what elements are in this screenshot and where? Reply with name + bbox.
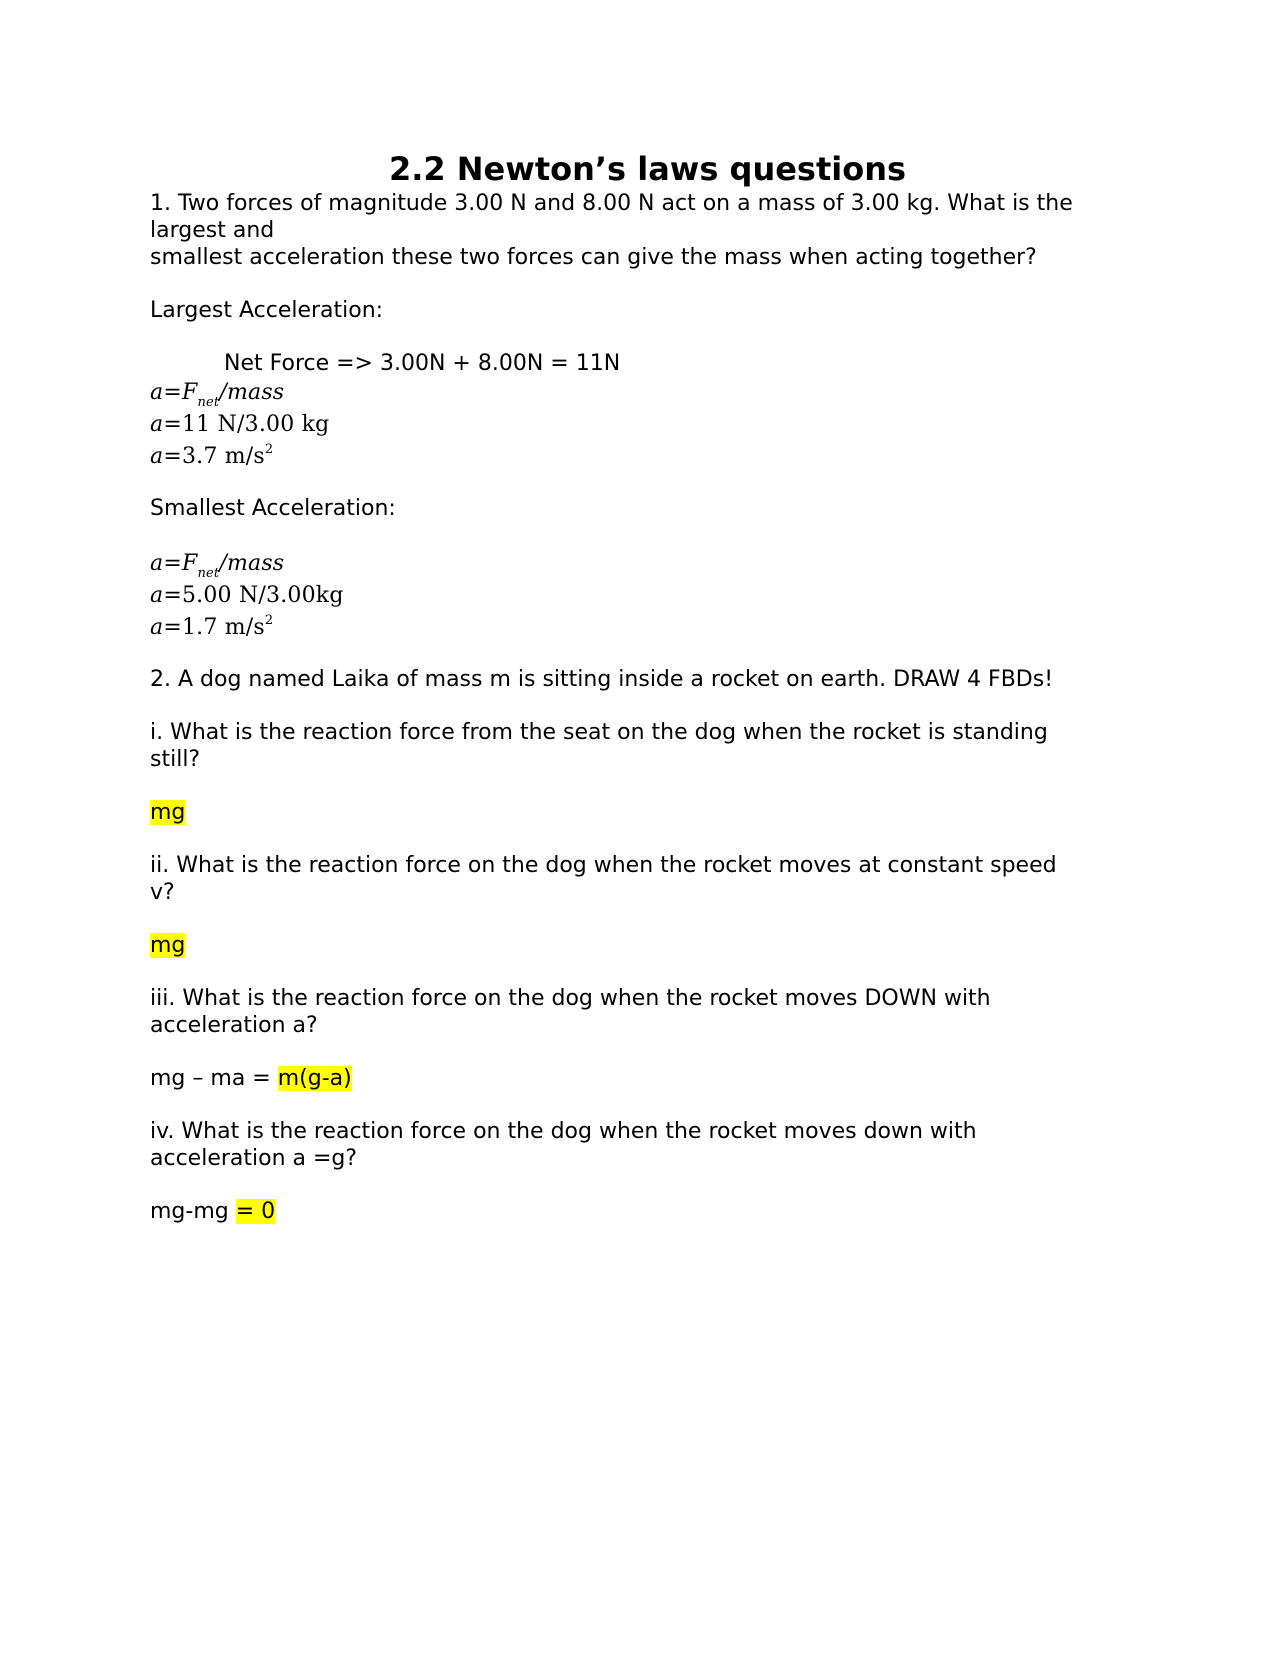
q1-text-line3: smallest acceleration these two forces can give the mass when acting together? bbox=[150, 245, 1037, 270]
highlighted-answer: = 0 bbox=[235, 1199, 276, 1224]
q2-ii-question-line1: ii. What is the reaction force on the dog when the rocket moves at constant speed bbox=[150, 853, 1057, 878]
q2-i-answer bbox=[150, 799, 1130, 826]
q1-text-line2: largest and bbox=[150, 218, 275, 243]
smallest-heading: Smallest Acceleration: bbox=[150, 496, 396, 521]
answer-plain: mg – ma = bbox=[150, 1066, 278, 1091]
q2-iv-answer bbox=[150, 1198, 1130, 1225]
net-force-line: Net Force => 3.00N + 8.00N = 11N bbox=[224, 351, 621, 376]
answer-plain: mg-mg bbox=[150, 1199, 236, 1224]
largest-equation-3: a=3.7 $m/s^2$ bbox=[150, 442, 274, 469]
largest-equation-2: a=11 N/3.00 kg bbox=[150, 412, 330, 437]
highlighted-answer: m(g-a) bbox=[277, 1066, 352, 1091]
q2-iii-question-line2: acceleration a? bbox=[150, 1013, 318, 1038]
q2-iii-answer bbox=[150, 1065, 1130, 1092]
q2-intro: 2. A dog named Laika of mass m is sitting inside a rocket on earth. DRAW 4 FBDs! bbox=[150, 667, 1054, 692]
highlighted-answer: mg bbox=[150, 933, 186, 958]
largest-equation-1: $a=F_{net}$/mass bbox=[150, 380, 285, 410]
q1-text-line1: 1. Two forces of magnitude 3.00 N and 8.00 N act on a mass of 3.00 kg. What is the bbox=[150, 191, 1073, 216]
smallest-equation-3: a=1.7 $m/s^2$ bbox=[150, 613, 274, 640]
q2-ii-answer bbox=[150, 932, 1130, 959]
q2-iv-question-line2: acceleration a =g? bbox=[150, 1146, 358, 1171]
q2-i-question-line1: i. What is the reaction force from the seat on the dog when the rocket is standing bbox=[150, 720, 1048, 745]
q2-iii-question-line1: iii. What is the reaction force on the dog when the rocket moves DOWN with bbox=[150, 986, 991, 1011]
smallest-equation-2: a=5.00 N/3.00kg bbox=[150, 583, 344, 608]
smallest-equation-1: $a=F_{net}$/mass bbox=[150, 551, 285, 581]
highlighted-answer: mg bbox=[150, 800, 186, 825]
page-title: 2.2 Newton’s laws questions bbox=[388, 150, 907, 188]
largest-heading: Largest Acceleration: bbox=[150, 298, 384, 323]
q2-ii-question-line2: v? bbox=[150, 880, 175, 905]
document-page bbox=[150, 148, 1130, 1225]
q2-i-question-line2: still? bbox=[150, 747, 201, 772]
q2-iv-question-line1: iv. What is the reaction force on the dog when the rocket moves down with bbox=[150, 1119, 977, 1144]
